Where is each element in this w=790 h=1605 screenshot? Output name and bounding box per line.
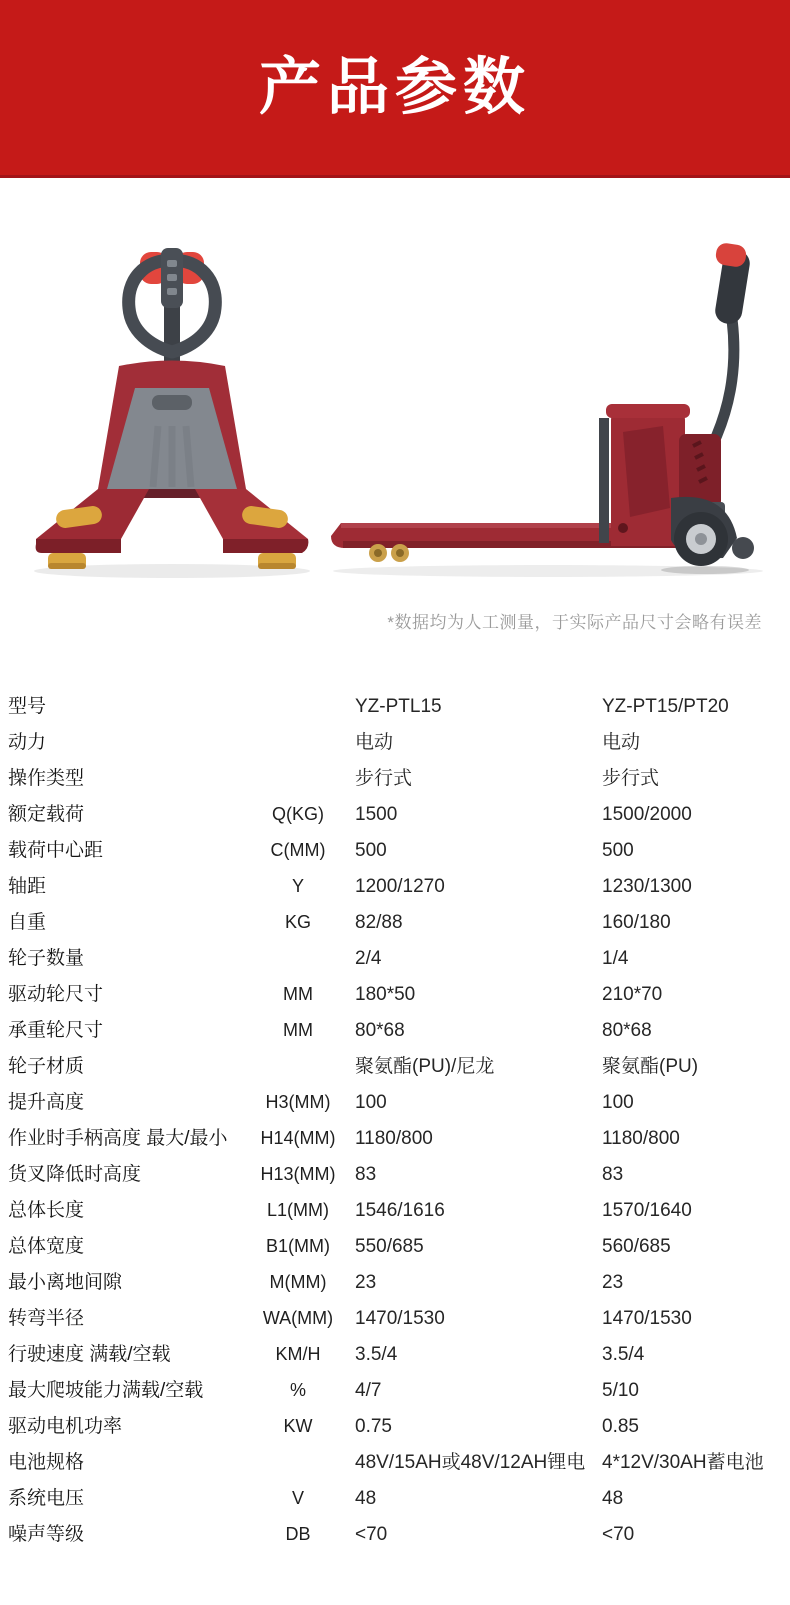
row-value-model-b: 48	[602, 1487, 624, 1509]
table-row	[0, 1265, 790, 1301]
right-fork-side	[223, 539, 308, 553]
row-unit: M(MM)	[269, 1272, 327, 1293]
row-label: 载荷中心距	[8, 839, 104, 861]
row-value-model-b: 4*12V/30AH蓄电池	[602, 1451, 764, 1473]
row-unit: KG	[284, 912, 311, 933]
row-label: 作业时手柄高度 最大/最小	[8, 1127, 228, 1149]
chassis-inset-panel	[623, 426, 670, 517]
table-row	[0, 1373, 790, 1409]
row-label: 轮子材质	[8, 1055, 85, 1077]
chassis-plug	[618, 523, 628, 533]
row-value-model-a: 48	[355, 1487, 377, 1509]
row-value-model-b: 聚氨酯(PU)	[602, 1055, 699, 1077]
wheel-shadow	[661, 566, 749, 574]
right-tip-wheel-shade	[258, 563, 296, 569]
row-value-model-a: 48V/15AH或48V/12AH锂电	[355, 1451, 586, 1473]
row-unit: MM	[283, 1020, 313, 1041]
under-chassis	[140, 489, 204, 498]
table-row	[0, 1193, 790, 1229]
table-row	[0, 1157, 790, 1193]
table-row	[0, 1013, 790, 1049]
row-value-model-a: 1470/1530	[355, 1307, 445, 1329]
row-label: 承重轮尺寸	[8, 1019, 104, 1041]
rear-caster	[732, 537, 754, 559]
row-unit: Y	[291, 876, 304, 897]
row-label: 型号	[8, 695, 47, 717]
row-label: 额定载荷	[8, 803, 85, 825]
row-value-model-a: 2/4	[355, 947, 382, 969]
row-value-model-b: YZ-PT15/PT20	[602, 695, 729, 717]
row-value-model-b: <70	[602, 1523, 635, 1545]
row-value-model-a: 1500	[355, 803, 398, 825]
row-value-model-a: 180*50	[355, 983, 416, 1005]
console-slot	[167, 260, 177, 267]
tip-roller-hub	[374, 549, 382, 557]
row-value-model-a: 100	[355, 1091, 387, 1113]
table-row	[0, 1229, 790, 1265]
row-label: 最大爬坡能力满载/空载	[8, 1379, 204, 1401]
row-unit: MM	[283, 984, 313, 1005]
row-unit: KW	[283, 1416, 313, 1437]
table-row	[0, 1301, 790, 1337]
table-row	[0, 1049, 790, 1085]
table-row	[0, 905, 790, 941]
tip-roller-hub	[396, 549, 404, 557]
row-value-model-b: 5/10	[602, 1379, 639, 1401]
table-row	[0, 689, 790, 725]
pallet-truck-front-image	[22, 236, 322, 581]
row-value-model-a: 电动	[355, 731, 394, 753]
row-value-model-b: 1500/2000	[602, 803, 692, 825]
row-label: 货叉降低时高度	[8, 1163, 142, 1185]
page-title: 产品参数	[258, 52, 531, 122]
row-value-model-b: 23	[602, 1271, 624, 1293]
pallet-truck-side-image	[323, 240, 785, 580]
row-label: 操作类型	[8, 767, 85, 789]
row-unit: Q(KG)	[272, 804, 324, 825]
row-label: 系统电压	[8, 1487, 85, 1509]
row-label: 转弯半径	[8, 1307, 85, 1329]
row-value-model-a: 3.5/4	[355, 1343, 398, 1365]
table-row	[0, 1409, 790, 1445]
console-slot	[167, 288, 177, 295]
table-row	[0, 1445, 790, 1481]
row-value-model-b: 1570/1640	[602, 1199, 692, 1221]
row-value-model-b: 0.85	[602, 1415, 639, 1437]
lift-mast	[599, 418, 609, 543]
row-unit: KM/H	[275, 1344, 321, 1365]
row-value-model-b: 560/685	[602, 1235, 671, 1257]
row-label: 总体长度	[8, 1199, 85, 1221]
left-tip-wheel-shade	[48, 563, 86, 569]
row-value-model-b: 210*70	[602, 983, 663, 1005]
table-row	[0, 797, 790, 833]
row-unit: B1(MM)	[266, 1236, 330, 1257]
table-row	[0, 1337, 790, 1373]
measurement-note: *数据均为人工测量，于实际产品尺寸会略有误差	[387, 613, 762, 632]
table-row	[0, 941, 790, 977]
row-label: 轴距	[8, 875, 47, 897]
row-value-model-b: 1230/1300	[602, 875, 692, 897]
row-unit: H14(MM)	[260, 1128, 336, 1149]
row-value-model-b: 步行式	[602, 767, 660, 789]
table-row	[0, 1517, 790, 1553]
banner	[0, 0, 790, 178]
row-value-model-a: YZ-PTL15	[355, 695, 442, 717]
table-row	[0, 869, 790, 905]
row-value-model-a: 1546/1616	[355, 1199, 445, 1221]
row-unit: V	[291, 1488, 304, 1509]
row-label: 驱动电机功率	[8, 1415, 123, 1437]
row-value-model-a: 1200/1270	[355, 875, 445, 897]
row-unit: %	[289, 1380, 306, 1401]
row-value-model-a: 550/685	[355, 1235, 424, 1257]
row-label: 噪声等级	[8, 1523, 85, 1545]
row-label: 总体宽度	[8, 1235, 85, 1257]
row-value-model-b: 160/180	[602, 911, 671, 933]
row-value-model-b: 83	[602, 1163, 624, 1185]
plate-handle-cutout	[152, 395, 192, 410]
spec-table	[0, 689, 790, 1553]
row-label: 行驶速度 满载/空载	[8, 1343, 171, 1365]
row-unit: H13(MM)	[260, 1164, 336, 1185]
table-row	[0, 725, 790, 761]
row-value-model-b: 1180/800	[602, 1127, 680, 1149]
row-value-model-b: 电动	[602, 731, 641, 753]
row-value-model-a: 聚氨酯(PU)/尼龙	[355, 1055, 495, 1077]
row-label: 自重	[8, 911, 47, 933]
drive-wheel-axle	[695, 533, 707, 545]
row-value-model-a: 500	[355, 839, 387, 861]
table-row	[0, 1121, 790, 1157]
table-row	[0, 1085, 790, 1121]
table-row	[0, 977, 790, 1013]
row-value-model-a: 82/88	[355, 911, 403, 933]
table-row	[0, 833, 790, 869]
row-unit: DB	[285, 1524, 311, 1545]
row-unit: H3(MM)	[265, 1092, 331, 1113]
console-slot	[167, 274, 177, 281]
row-value-model-a: 83	[355, 1163, 377, 1185]
row-value-model-a: 步行式	[355, 767, 413, 789]
row-value-model-a: 80*68	[355, 1019, 405, 1041]
row-value-model-b: 500	[602, 839, 634, 861]
table-row	[0, 1481, 790, 1517]
row-value-model-b: 3.5/4	[602, 1343, 645, 1365]
left-fork-side	[36, 539, 121, 553]
row-value-model-b: 100	[602, 1091, 634, 1113]
row-unit: C(MM)	[270, 840, 326, 861]
row-value-model-a: <70	[355, 1523, 388, 1545]
row-value-model-a: 4/7	[355, 1379, 382, 1401]
row-label: 最小离地间隙	[8, 1271, 123, 1293]
row-value-model-b: 1/4	[602, 947, 629, 969]
chassis-top-cap	[606, 404, 690, 418]
row-label: 驱动轮尺寸	[8, 983, 104, 1005]
row-value-model-a: 23	[355, 1271, 377, 1293]
row-unit: L1(MM)	[267, 1200, 329, 1221]
row-label: 提升高度	[8, 1091, 85, 1113]
row-label: 动力	[8, 731, 47, 753]
row-value-model-b: 80*68	[602, 1019, 652, 1041]
row-value-model-b: 1470/1530	[602, 1307, 692, 1329]
row-unit: WA(MM)	[262, 1308, 334, 1329]
row-label: 电池规格	[8, 1451, 85, 1473]
table-row	[0, 761, 790, 797]
row-label: 轮子数量	[8, 947, 85, 969]
row-value-model-a: 1180/800	[355, 1127, 433, 1149]
row-value-model-a: 0.75	[355, 1415, 392, 1437]
